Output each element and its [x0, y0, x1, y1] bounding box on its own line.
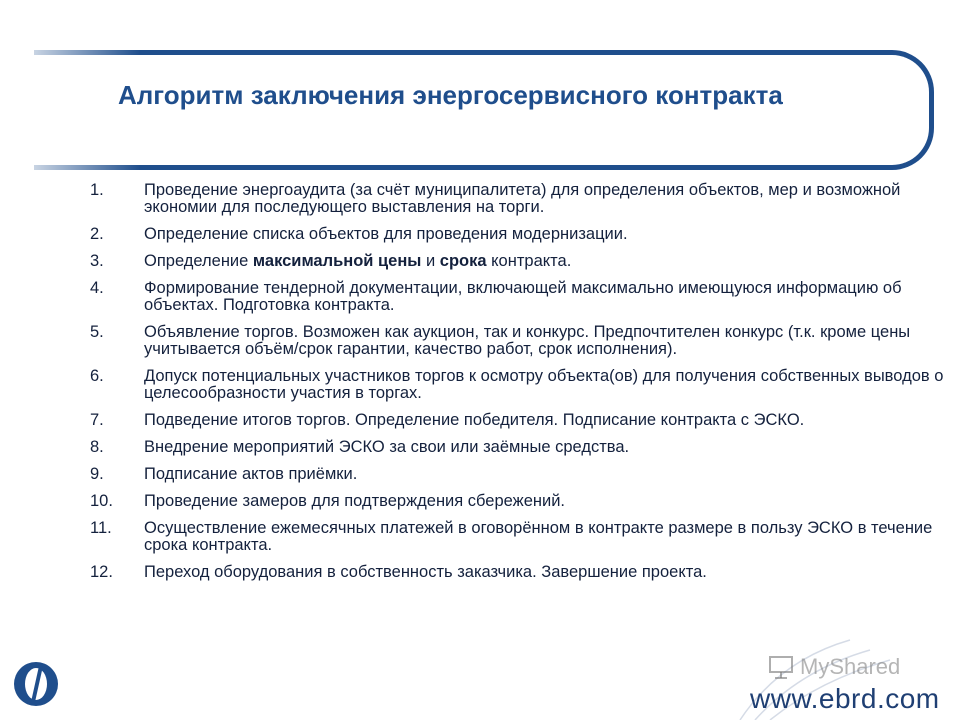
steps-list: [90, 182, 950, 591]
list-item: [90, 412, 950, 429]
step-number: 2.: [90, 225, 104, 243]
list-item: [90, 466, 950, 483]
list-item: [90, 182, 950, 216]
site-url[interactable]: www.ebrd.com: [750, 683, 940, 714]
step-text: Проведение энергоаудита (за счёт муниципалитета) для определения объектов, мер и возможной экономии для последующего выставления на торги.: [144, 181, 901, 216]
step-number: 10.: [90, 492, 113, 510]
title-frame-fade-top: [0, 48, 140, 58]
slide-title: Алгоритм заключения энергосервисного контракта: [118, 80, 783, 110]
step-number: 8.: [90, 438, 104, 456]
step-text-part: Определение: [144, 252, 253, 270]
step-number: 7.: [90, 411, 104, 429]
list-item: [90, 253, 950, 270]
step-text: Подписание актов приёмки.: [144, 465, 358, 483]
step-number: 6.: [90, 367, 104, 385]
step-number: 9.: [90, 465, 104, 483]
step-text: Допуск потенциальных участников торгов к осмотру объекта(ов) для получения собственных выводов о целесообразности участия в торгах.: [144, 367, 944, 402]
step-number: 1.: [90, 181, 104, 199]
emphasis-max-price: максимальной цены: [252, 252, 422, 270]
watermark-text: MyShared: [800, 654, 901, 679]
step-text: [144, 253, 950, 270]
step-number: 4.: [90, 279, 104, 297]
list-item: [90, 564, 950, 581]
list-item: [90, 493, 950, 510]
step-number: 12.: [90, 563, 113, 581]
title-frame-fade-bottom: [0, 160, 140, 172]
list-item: [90, 280, 950, 314]
ebrd-logo-icon: [12, 660, 60, 708]
list-item: [90, 520, 950, 554]
step-text: Определение списка объектов для проведения модернизации.: [144, 225, 628, 243]
step-text: Формирование тендерной документации, включающей максимально имеющуюся информацию об объектах. Подготовка контракта.: [144, 279, 902, 314]
step-text-part: контракта.: [486, 252, 572, 270]
step-text-part: и: [421, 252, 440, 270]
step-number: 11.: [90, 519, 112, 537]
watermark: [768, 654, 900, 680]
step-number: 5.: [90, 323, 104, 341]
step-text: Внедрение мероприятий ЭСКО за свои или заёмные средства.: [144, 438, 630, 456]
presentation-icon: [768, 654, 794, 680]
step-text: Проведение замеров для подтверждения сбережений.: [144, 492, 565, 510]
list-item: [90, 324, 950, 358]
step-number: 3.: [90, 252, 104, 270]
step-text: Переход оборудования в собственность заказчика. Завершение проекта.: [144, 563, 707, 581]
step-text: Подведение итогов торгов. Определение победителя. Подписание контракта с ЭСКО.: [144, 411, 805, 429]
title-frame: [34, 50, 934, 170]
list-item: [90, 368, 950, 402]
list-item: [90, 439, 950, 456]
step-text: Объявление торгов. Возможен как аукцион, так и конкурс. Предпочтителен конкурс (т.к. кроме цены учитывается объём/срок гарантии, качество работ, срок исполнения).: [144, 323, 911, 358]
emphasis-term: срока: [439, 252, 487, 270]
list-item: [90, 226, 950, 243]
step-text: Осуществление ежемесячных платежей в оговорённом в контракте размере в пользу ЭСКО в течение срока контракта.: [144, 519, 933, 554]
